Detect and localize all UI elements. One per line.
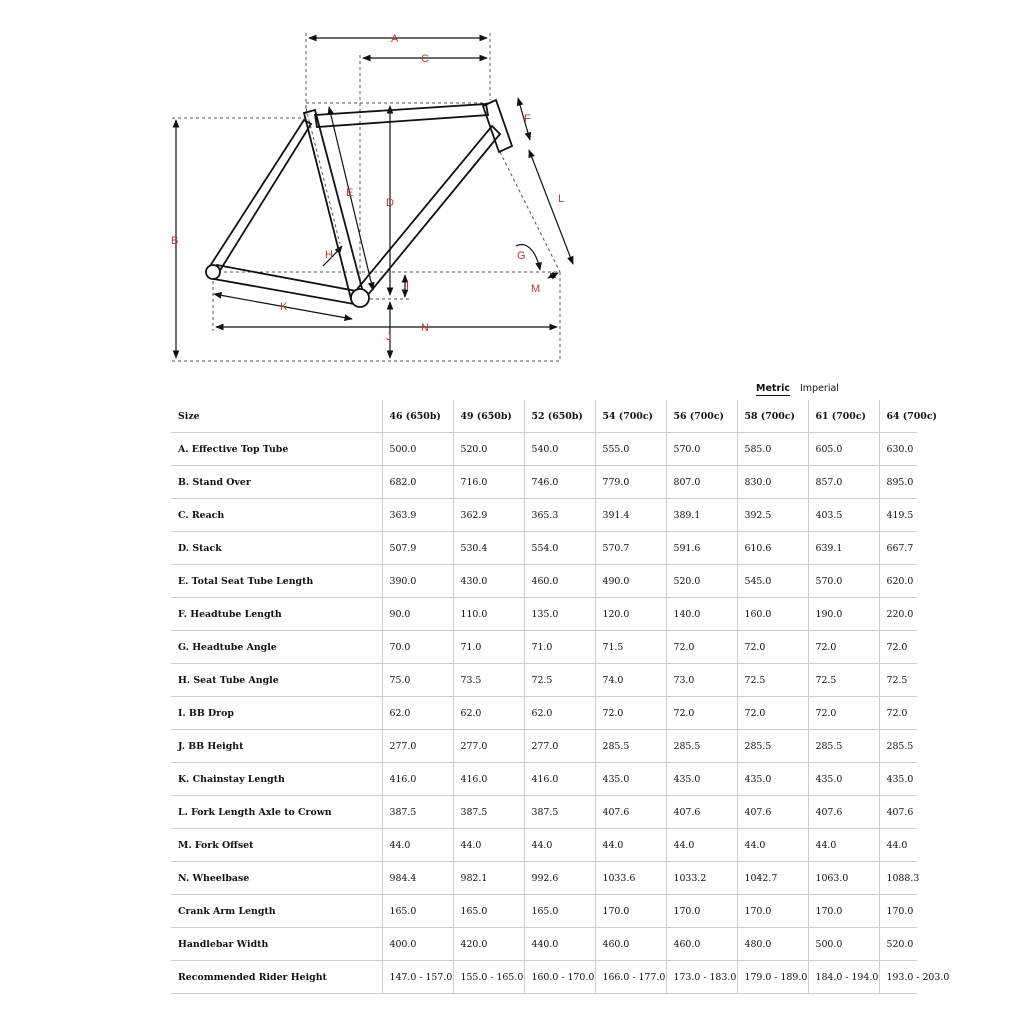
table-cell: 390.0 [382, 565, 453, 598]
table-cell: 460.0 [524, 565, 595, 598]
table-cell: 419.5 [879, 499, 917, 532]
label-k: K [280, 301, 288, 313]
table-cell: 72.0 [879, 697, 917, 730]
table-cell: 170.0 [737, 895, 808, 928]
table-row [171, 433, 917, 466]
table-cell: 570.0 [666, 433, 737, 466]
row-label: M. Fork Offset [171, 829, 382, 862]
down-tube [358, 126, 500, 296]
table-cell: 72.0 [737, 697, 808, 730]
table-cell: 44.0 [453, 829, 524, 862]
unit-imperial-tab[interactable]: Imperial [800, 383, 839, 394]
table-cell: 173.0 - 183.0 [666, 961, 737, 994]
table-cell: 554.0 [524, 532, 595, 565]
table-cell: 72.0 [595, 697, 666, 730]
table-cell: 277.0 [382, 730, 453, 763]
table-cell: 746.0 [524, 466, 595, 499]
table-cell: 389.1 [666, 499, 737, 532]
label-m: M [531, 283, 541, 295]
table-cell: 545.0 [737, 565, 808, 598]
label-g: G [517, 250, 526, 262]
table-cell: 71.0 [453, 631, 524, 664]
row-label: B. Stand Over [171, 466, 382, 499]
table-cell: 120.0 [595, 598, 666, 631]
table-cell: 72.5 [737, 664, 808, 697]
table-row [171, 862, 917, 895]
table-cell: 190.0 [808, 598, 879, 631]
table-cell: 500.0 [382, 433, 453, 466]
table-cell: 460.0 [666, 928, 737, 961]
table-cell: 44.0 [382, 829, 453, 862]
table-cell: 392.5 [737, 499, 808, 532]
table-cell: 610.6 [737, 532, 808, 565]
size-column-header: 56 (700c) [666, 400, 737, 433]
dimension-arrows [176, 38, 573, 358]
table-cell: 555.0 [595, 433, 666, 466]
table-cell: 430.0 [453, 565, 524, 598]
table-cell: 277.0 [453, 730, 524, 763]
table-cell: 716.0 [453, 466, 524, 499]
table-row [171, 928, 917, 961]
row-label: L. Fork Length Axle to Crown [171, 796, 382, 829]
table-cell: 500.0 [808, 928, 879, 961]
geometry-table-container[interactable] [171, 400, 950, 995]
table-cell: 365.3 [524, 499, 595, 532]
table-cell: 285.5 [737, 730, 808, 763]
size-column-header: 64 (700c) [879, 400, 917, 433]
table-cell: 62.0 [453, 697, 524, 730]
table-cell: 435.0 [737, 763, 808, 796]
table-cell: 460.0 [595, 928, 666, 961]
label-l: L [558, 193, 565, 205]
table-cell: 72.0 [666, 697, 737, 730]
table-cell: 407.6 [879, 796, 917, 829]
table-cell: 170.0 [595, 895, 666, 928]
table-cell: 285.5 [666, 730, 737, 763]
size-column-header: 54 (700c) [595, 400, 666, 433]
table-cell: 435.0 [879, 763, 917, 796]
table-cell: 1033.6 [595, 862, 666, 895]
table-cell: 165.0 [453, 895, 524, 928]
table-cell: 416.0 [382, 763, 453, 796]
table-cell: 387.5 [453, 796, 524, 829]
table-cell: 403.5 [808, 499, 879, 532]
table-cell: 160.0 [737, 598, 808, 631]
table-cell: 71.0 [524, 631, 595, 664]
table-cell: 435.0 [808, 763, 879, 796]
label-b: B [171, 235, 179, 247]
size-header: Size [171, 400, 382, 433]
table-cell: 570.0 [808, 565, 879, 598]
table-cell: 170.0 [879, 895, 917, 928]
table-row [171, 631, 917, 664]
table-cell: 72.0 [808, 697, 879, 730]
table-row [171, 664, 917, 697]
row-label: J. BB Height [171, 730, 382, 763]
table-row [171, 466, 917, 499]
table-cell: 982.1 [453, 862, 524, 895]
row-label: Handlebar Width [171, 928, 382, 961]
table-row [171, 499, 917, 532]
table-cell: 75.0 [382, 664, 453, 697]
table-cell: 62.0 [524, 697, 595, 730]
table-cell: 407.6 [666, 796, 737, 829]
table-cell: 857.0 [808, 466, 879, 499]
unit-toggle [754, 383, 864, 399]
label-i: I [406, 280, 410, 292]
row-label: N. Wheelbase [171, 862, 382, 895]
table-cell: 480.0 [737, 928, 808, 961]
table-row [171, 565, 917, 598]
table-cell: 435.0 [666, 763, 737, 796]
table-row [171, 532, 917, 565]
label-d: D [386, 197, 394, 209]
table-cell: 165.0 [524, 895, 595, 928]
table-row [171, 730, 917, 763]
table-row [171, 895, 917, 928]
table-cell: 1033.2 [666, 862, 737, 895]
size-column-header: 52 (650b) [524, 400, 595, 433]
row-label: E. Total Seat Tube Length [171, 565, 382, 598]
table-cell: 155.0 - 165.0 [453, 961, 524, 994]
table-cell: 807.0 [666, 466, 737, 499]
table-cell: 639.1 [808, 532, 879, 565]
frame-geometry-diagram [0, 0, 1020, 375]
table-cell: 507.9 [382, 532, 453, 565]
table-cell: 170.0 [808, 895, 879, 928]
row-label: F. Headtube Length [171, 598, 382, 631]
unit-metric-tab[interactable]: Metric [756, 383, 791, 394]
table-header-row [171, 400, 917, 433]
table-cell: 984.4 [382, 862, 453, 895]
table-cell: 74.0 [595, 664, 666, 697]
table-cell: 407.6 [808, 796, 879, 829]
table-cell: 165.0 [382, 895, 453, 928]
row-label: K. Chainstay Length [171, 763, 382, 796]
table-cell: 570.7 [595, 532, 666, 565]
table-cell: 416.0 [453, 763, 524, 796]
label-c: C [421, 53, 429, 65]
table-cell: 407.6 [595, 796, 666, 829]
row-label: Recommended Rider Height [171, 961, 382, 994]
table-cell: 285.5 [808, 730, 879, 763]
table-cell: 605.0 [808, 433, 879, 466]
table-row [171, 598, 917, 631]
size-column-header: 46 (650b) [382, 400, 453, 433]
size-column-header: 49 (650b) [453, 400, 524, 433]
label-j: J [386, 331, 392, 343]
table-cell: 72.5 [879, 664, 917, 697]
table-cell: 72.5 [524, 664, 595, 697]
table-cell: 591.6 [666, 532, 737, 565]
label-n: N [421, 322, 429, 334]
table-cell: 992.6 [524, 862, 595, 895]
table-cell: 667.7 [879, 532, 917, 565]
table-cell: 391.4 [595, 499, 666, 532]
label-h: H [325, 249, 333, 261]
reference-lines [172, 33, 560, 361]
row-label: Crank Arm Length [171, 895, 382, 928]
table-cell: 73.5 [453, 664, 524, 697]
table-cell: 1042.7 [737, 862, 808, 895]
table-row [171, 763, 917, 796]
table-cell: 363.9 [382, 499, 453, 532]
bottom-bracket [351, 289, 369, 307]
table-cell: 407.6 [737, 796, 808, 829]
table-cell: 44.0 [524, 829, 595, 862]
table-cell: 90.0 [382, 598, 453, 631]
table-cell: 630.0 [879, 433, 917, 466]
table-row [171, 829, 917, 862]
row-label: D. Stack [171, 532, 382, 565]
geometry-table [171, 400, 950, 994]
seat-tube [304, 110, 364, 299]
row-label: G. Headtube Angle [171, 631, 382, 664]
table-cell: 193.0 - 203.0 [879, 961, 917, 994]
seat-stay [210, 120, 311, 272]
table-cell: 170.0 [666, 895, 737, 928]
table-cell: 420.0 [453, 928, 524, 961]
table-cell: 72.0 [879, 631, 917, 664]
table-cell: 220.0 [879, 598, 917, 631]
table-cell: 585.0 [737, 433, 808, 466]
table-cell: 387.5 [524, 796, 595, 829]
table-cell: 400.0 [382, 928, 453, 961]
table-cell: 179.0 - 189.0 [737, 961, 808, 994]
size-column-header: 58 (700c) [737, 400, 808, 433]
table-cell: 362.9 [453, 499, 524, 532]
table-cell: 62.0 [382, 697, 453, 730]
table-cell: 435.0 [595, 763, 666, 796]
table-cell: 72.5 [808, 664, 879, 697]
table-cell: 72.0 [737, 631, 808, 664]
table-cell: 520.0 [666, 565, 737, 598]
table-row [171, 796, 917, 829]
top-tube [315, 104, 488, 127]
table-cell: 147.0 - 157.0 [382, 961, 453, 994]
table-cell: 440.0 [524, 928, 595, 961]
table-cell: 277.0 [524, 730, 595, 763]
size-column-header: 61 (700c) [808, 400, 879, 433]
table-cell: 490.0 [595, 565, 666, 598]
table-row [171, 961, 917, 994]
table-cell: 135.0 [524, 598, 595, 631]
table-cell: 387.5 [382, 796, 453, 829]
table-cell: 520.0 [879, 928, 917, 961]
table-cell: 830.0 [737, 466, 808, 499]
label-f: F [524, 113, 531, 125]
table-cell: 70.0 [382, 631, 453, 664]
table-cell: 44.0 [595, 829, 666, 862]
table-cell: 44.0 [808, 829, 879, 862]
table-cell: 73.0 [666, 664, 737, 697]
table-cell: 71.5 [595, 631, 666, 664]
row-label: I. BB Drop [171, 697, 382, 730]
table-cell: 166.0 - 177.0 [595, 961, 666, 994]
label-a: A [391, 33, 399, 45]
rear-axle [206, 265, 220, 279]
table-cell: 285.5 [879, 730, 917, 763]
table-cell: 44.0 [666, 829, 737, 862]
table-cell: 44.0 [879, 829, 917, 862]
row-label: C. Reach [171, 499, 382, 532]
table-cell: 184.0 - 194.0 [808, 961, 879, 994]
table-cell: 620.0 [879, 565, 917, 598]
table-cell: 44.0 [737, 829, 808, 862]
table-cell: 416.0 [524, 763, 595, 796]
table-cell: 72.0 [666, 631, 737, 664]
table-cell: 682.0 [382, 466, 453, 499]
table-cell: 520.0 [453, 433, 524, 466]
table-cell: 110.0 [453, 598, 524, 631]
label-e: E [346, 187, 354, 199]
table-cell: 1088.3 [879, 862, 917, 895]
table-row [171, 697, 917, 730]
table-cell: 540.0 [524, 433, 595, 466]
bike-frame [206, 100, 512, 307]
table-cell: 530.4 [453, 532, 524, 565]
table-cell: 72.0 [808, 631, 879, 664]
row-label: A. Effective Top Tube [171, 433, 382, 466]
table-cell: 160.0 - 170.0 [524, 961, 595, 994]
table-cell: 1063.0 [808, 862, 879, 895]
table-cell: 779.0 [595, 466, 666, 499]
table-cell: 285.5 [595, 730, 666, 763]
table-cell: 140.0 [666, 598, 737, 631]
table-cell: 895.0 [879, 466, 917, 499]
row-label: H. Seat Tube Angle [171, 664, 382, 697]
